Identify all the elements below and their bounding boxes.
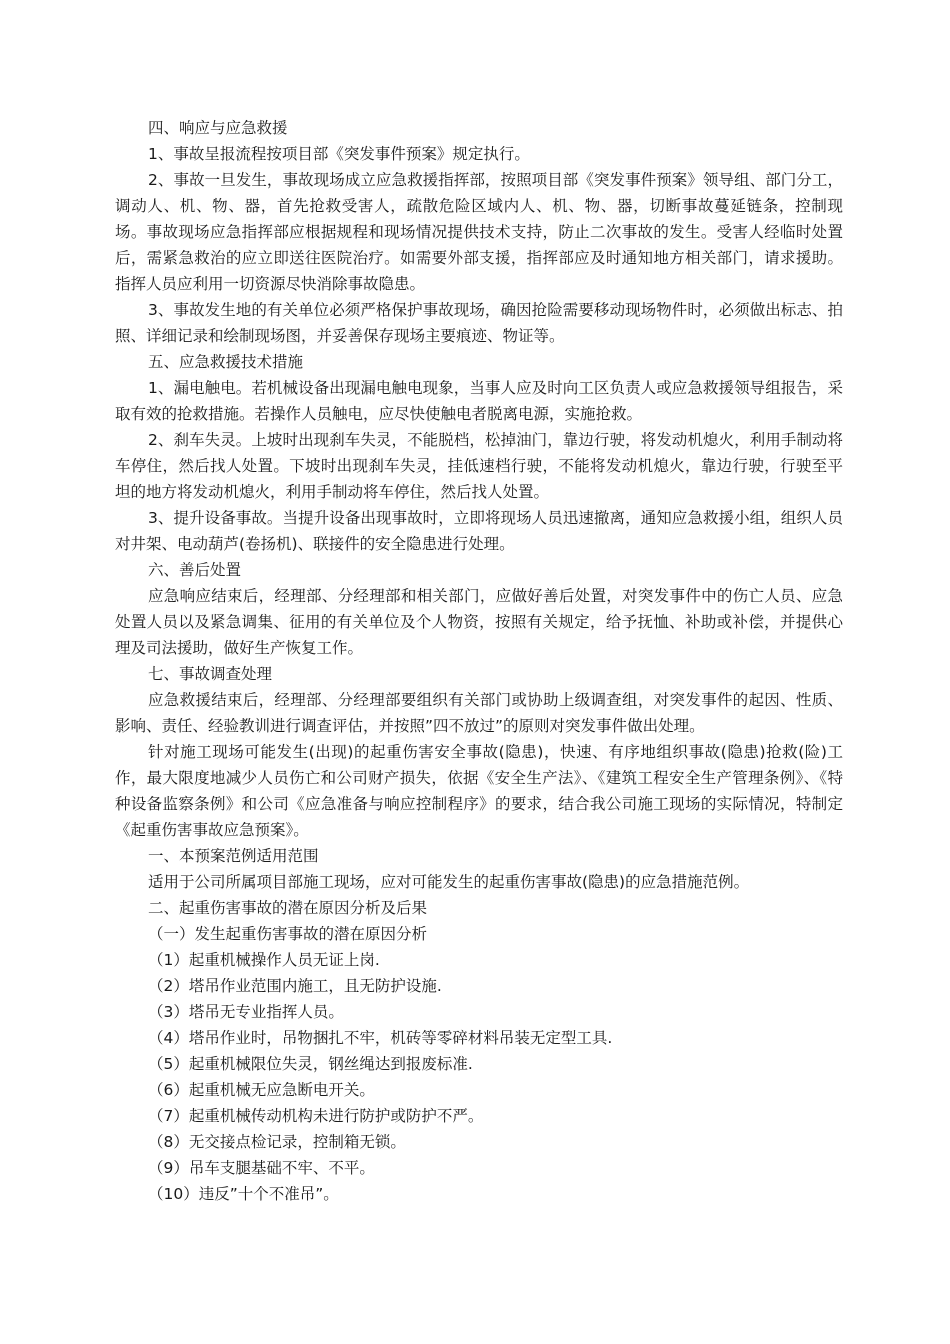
- section-heading: 六、善后处置: [148, 561, 242, 579]
- paragraph: 应急响应结束后，经理部、分经理部和相关部门，应做好善后处置，对突发事件中的伤亡人员、应急处置人员以及紧急调集、征用的有关单位及个人物资，按照有关规定，给予抚恤、补助或补偿，并提供心理及司法援助，做好生产恢复工作。: [115, 587, 843, 657]
- section-heading: 四、响应与应急救援: [148, 119, 288, 137]
- list-item: （2）塔吊作业范围内施工，且无防护设施.: [148, 977, 442, 995]
- list-item: （4）塔吊作业时，吊物捆扎不牢，机砖等零碎材料吊装无定型工具.: [148, 1029, 613, 1047]
- paragraph: 2、事故一旦发生，事故现场成立应急救援指挥部，按照项目部《突发事件预案》领导组、部门分工，调动人、机、物、器，首先抢救受害人，疏散危险区域内人、机、物、器，切断事故蔓延链条，控制现场。事故现场应急指挥部应根据规程和现场情况提供技术支持，防止二次事故的发生。受害人经临时处置后，需紧急救治的应立即送往医院治疗。如需要外部支援，指挥部应及时通知地方相关部门，请求援助。指挥人员应利用一切资源尽快消除事故隐患。: [115, 171, 843, 293]
- list-item: （7）起重机械传动机构未进行防护或防护不严。: [148, 1107, 484, 1125]
- paragraph: 1、事故呈报流程按项目部《突发事件预案》规定执行。: [148, 145, 530, 163]
- paragraph: 2、刹车失灵。上坡时出现刹车失灵，不能脱档，松掉油门，靠边行驶，将发动机熄火，利用手制动将车停住，然后找人处置。下坡时出现刹车失灵，挂低速档行驶，不能将发动机熄火，靠边行驶，行驶至平坦的地方将发动机熄火，利用手制动将车停住，然后找人处置。: [115, 431, 843, 501]
- list-item: （3）塔吊无专业指挥人员。: [148, 1003, 344, 1021]
- list-item: （9）吊车支腿基础不牢、不平。: [148, 1159, 375, 1177]
- list-item: （6）起重机械无应急断电开关。: [148, 1081, 375, 1099]
- paragraph: 应急救援结束后，经理部、分经理部要组织有关部门或协助上级调查组，对突发事件的起因、性质、影响、责任、经验教训进行调查评估，并按照”四不放过”的原则对突发事件做出处理。: [115, 691, 843, 735]
- paragraph: 针对施工现场可能发生(出现)的起重伤害安全事故(隐患)，快速、有序地组织事故(隐患)抢救(险)工作，最大限度地减少人员伤亡和公司财产损失，依据《安全生产法》、《建筑工程安全生产管理条例》、《特种设备监察条例》和公司《应急准备与响应控制程序》的要求，结合我公司施工现场的实际情况，特制定《起重伤害事故应急预案》。: [115, 743, 843, 839]
- paragraph: 3、提升设备事故。当提升设备出现事故时，立即将现场人员迅速撤离，通知应急救援小组，组织人员对井架、电动葫芦(卷扬机)、联接件的安全隐患进行处理。: [115, 509, 843, 553]
- list-item: （1）起重机械操作人员无证上岗.: [148, 951, 380, 969]
- paragraph: 1、漏电触电。若机械设备出现漏电触电现象，当事人应及时向工区负责人或应急救援领导组报告，采取有效的抢救措施。若操作人员触电，应尽快使触电者脱离电源，实施抢救。: [115, 379, 843, 423]
- section-heading: 一、本预案范例适用范围: [148, 847, 319, 865]
- subsection-heading: （一）发生起重伤害事故的潜在原因分析: [148, 925, 428, 943]
- list-item: （5）起重机械限位失灵，钢丝绳达到报废标准.: [148, 1055, 473, 1073]
- document-body: [115, 115, 843, 1207]
- list-item: （10）违反”十个不准吊”。: [148, 1185, 339, 1203]
- paragraph: 3、事故发生地的有关单位必须严格保护事故现场，确因抢险需要移动现场物件时，必须做出标志、拍照、详细记录和绘制现场图，并妥善保存现场主要痕迹、物证等。: [115, 301, 843, 345]
- section-heading: 二、起重伤害事故的潜在原因分析及后果: [148, 899, 428, 917]
- list-item: （8）无交接点检记录，控制箱无锁。: [148, 1133, 406, 1151]
- section-heading: 七、事故调查处理: [148, 665, 273, 683]
- section-heading: 五、应急救援技术措施: [148, 353, 304, 371]
- paragraph: 适用于公司所属项目部施工现场，应对可能发生的起重伤害事故(隐患)的应急措施范例。: [148, 873, 750, 891]
